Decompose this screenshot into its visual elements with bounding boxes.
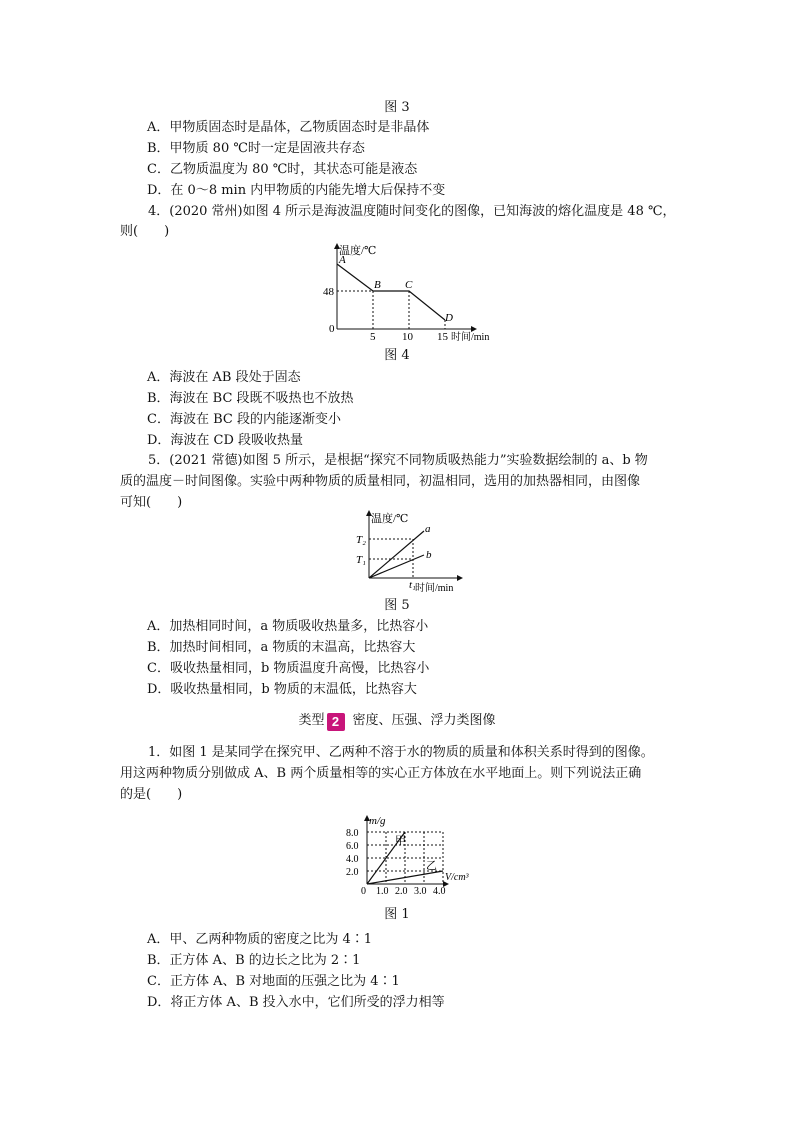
q4-stem-line-1: 4．(2020 常州)如图 4 所示是海波温度随时间变化的图像，已知海波的熔化温度是 48 ℃， [148, 204, 676, 219]
fig1-y-tick-6: 6.0 [346, 841, 359, 852]
fig5-series-b-label: b [426, 549, 432, 561]
figure-4-chart [318, 240, 508, 346]
fig4-y-tick-48: 48 [323, 286, 334, 298]
fig1-x-label: V/cm³ [445, 872, 469, 883]
q5-option-d: D．吸收热量相同，b 物质的末温低，比热容大 [147, 682, 417, 697]
fig5-series-a-label: a [425, 523, 431, 535]
fig4-x-tick-10: 10 [402, 331, 413, 343]
fig4-x-tick-15: 15 [437, 331, 448, 343]
fig1-series-yi-label: 乙 [426, 860, 437, 872]
fig5-x-tick-t1: t₁ [409, 579, 416, 591]
s2q1-option-b: B．正方体 A、B 的边长之比为 2∶1 [147, 953, 361, 968]
fig1-y-label: m/g [369, 815, 386, 827]
q4-option-c: C．海波在 BC 段的内能逐渐变小 [147, 412, 341, 427]
fig4-point-c: C [405, 279, 413, 291]
fig4-point-a: A [339, 254, 346, 266]
fig1-y-tick-2: 2.0 [346, 867, 359, 878]
s2q1-stem-line-3: 的是( ) [120, 787, 183, 802]
fig1-x-tick-3: 3.0 [414, 886, 427, 897]
figure-5-caption: 图 5 [384, 598, 410, 613]
fig1-x-tick-0: 0 [361, 886, 366, 897]
q5-option-a: A．加热相同时间，a 物质吸收热量多，比热容小 [147, 619, 429, 634]
fig1-series-jia-label: 甲 [395, 835, 406, 847]
q5-option-c: C．吸收热量相同，b 物质温度升高慢，比热容小 [147, 661, 430, 676]
fig4-x-label: 时间/min [451, 332, 490, 343]
section-title: 密度、压强、浮力类图像 [352, 713, 496, 728]
fig5-series-b [369, 555, 424, 578]
s2q1-option-c: C．正方体 A、B 对地面的压强之比为 4∶1 [147, 974, 400, 989]
fig1-x-tick-4: 4.0 [433, 886, 446, 897]
section-number-badge: 2 [327, 713, 345, 731]
fig5-series-a [369, 531, 424, 578]
q4-option-b: B．海波在 BC 段既不吸热也不放热 [147, 391, 354, 406]
q3-option-c: C．乙物质温度为 80 ℃时，其状态可能是液态 [147, 162, 418, 177]
fig5-y-tick-t2: T₂ [356, 534, 366, 546]
fig5-y-label: 温度/℃ [371, 513, 409, 525]
fig4-point-d: D [445, 312, 453, 324]
q4-option-d: D．海波在 CD 段吸收热量 [147, 433, 304, 448]
section-prefix: 类型 [298, 713, 325, 728]
figure-1-caption: 图 1 [384, 907, 410, 922]
q4-option-a: A．海波在 AB 段处于固态 [147, 370, 301, 385]
fig4-series-haibo [337, 264, 445, 320]
q3-option-a: A．甲物质固态时是晶体，乙物质固态时是非晶体 [147, 120, 430, 135]
section-heading [0, 711, 794, 731]
s2q1-stem-line-1: 1．如图 1 是某同学在探究甲、乙两种不溶于水的物质的质量和体积关系时得到的图像。 [148, 745, 654, 760]
figure-3-caption: 图 3 [384, 100, 410, 115]
figure-1-chart [340, 812, 480, 898]
fig4-x-tick-0: 0 [329, 323, 335, 335]
fig4-y-label: 温度/℃ [339, 245, 377, 257]
q5-stem-line-2: 质的温度－时间图像。实验中两种物质的质量相同，初温相同，选用的加热器相同，由图像 [120, 474, 641, 489]
fig5-y-tick-t1: T₁ [356, 554, 366, 566]
figure-4-caption: 图 4 [384, 348, 410, 363]
s2q1-option-a: A．甲、乙两种物质的密度之比为 4∶1 [147, 932, 373, 947]
fig1-x-tick-2: 2.0 [395, 886, 408, 897]
q5-option-b: B．加热时间相同，a 物质的末温高，比热容大 [147, 640, 416, 655]
q3-option-b: B．甲物质 80 ℃时一定是固液共存态 [147, 141, 365, 156]
q4-stem-line-2: 则( ) [120, 224, 170, 239]
fig1-x-tick-1: 1.0 [376, 886, 389, 897]
figure-5-chart [352, 508, 476, 596]
fig1-y-tick-4: 4.0 [346, 854, 359, 865]
fig1-y-tick-8: 8.0 [346, 828, 359, 839]
q5-stem-line-3: 可知( ) [120, 495, 183, 510]
fig4-x-tick-5: 5 [370, 331, 376, 343]
s2q1-option-d: D．将正方体 A、B 投入水中，它们所受的浮力相等 [147, 995, 445, 1010]
q3-option-d: D．在 0～8 min 内甲物质的内能先增大后保持不变 [147, 183, 446, 198]
s2q1-stem-line-2: 用这两种物质分别做成 A、B 两个质量相等的实心正方体放在水平地面上。则下列说法正确 [120, 766, 642, 781]
fig5-x-label: 时间/min [415, 583, 454, 594]
fig4-point-b: B [374, 279, 381, 291]
q5-stem-line-1: 5．(2021 常德)如图 5 所示，是根据“探究不同物质吸热能力”实验数据绘制的 a、b 物 [148, 453, 648, 468]
